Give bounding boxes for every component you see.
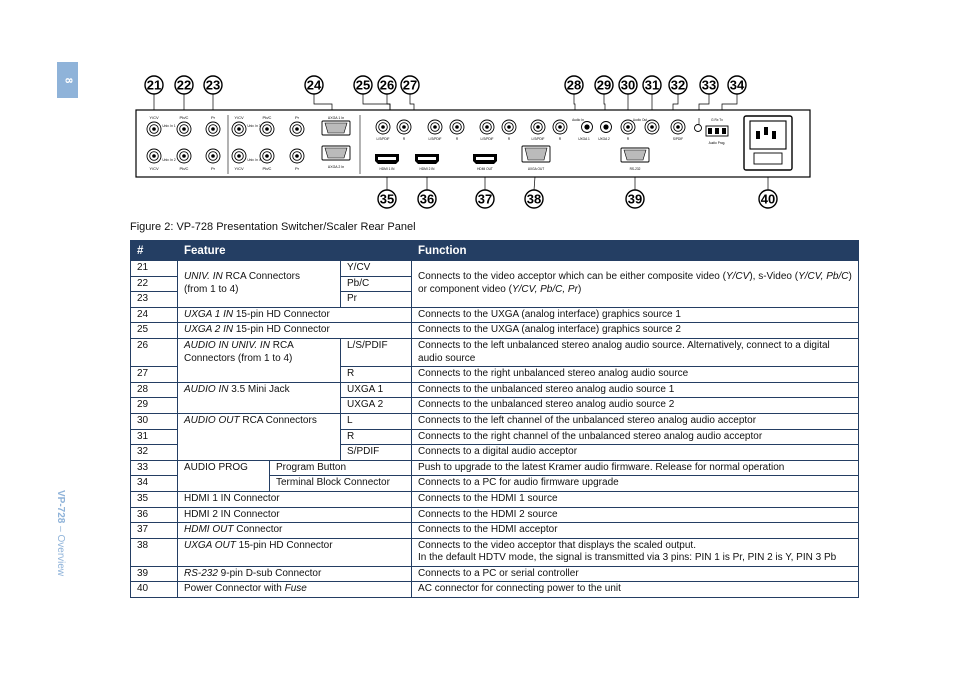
- panel-label: Y/CV: [234, 115, 244, 120]
- callout-number: 23: [205, 77, 221, 93]
- program-button: [695, 125, 702, 132]
- row-number: 40: [131, 582, 178, 598]
- callout-32: [669, 76, 687, 94]
- panel-label: UXGA 1 In: [327, 116, 345, 120]
- feature-cell: HDMI OUT Connector: [178, 523, 412, 539]
- panel-label: S/PDIF: [672, 137, 684, 141]
- panel-label: L/S/PDIF: [428, 137, 442, 141]
- table-row: [131, 382, 859, 398]
- function-cell: Connects to a PC for audio firmware upgrade: [412, 476, 859, 492]
- function-cell: Connects to the left channel of the unbalanced stereo analog audio acceptor: [412, 413, 859, 429]
- dsub-connector: [322, 121, 350, 135]
- row-number: 32: [131, 445, 178, 461]
- row-number: 25: [131, 323, 178, 339]
- header-feature: Feature: [178, 241, 412, 261]
- row-number: 23: [131, 292, 178, 308]
- panel-label: HDMI OUT: [477, 167, 493, 171]
- panel-label: G Rx Tx: [711, 118, 723, 122]
- panel-label: R: [402, 137, 406, 141]
- table-row: [131, 307, 859, 323]
- row-number: 35: [131, 491, 178, 507]
- callout-number: 40: [760, 191, 776, 207]
- sub-feature-cell: UXGA 1: [341, 382, 412, 398]
- rear-panel-diagram: [132, 74, 812, 214]
- function-cell: Connects to the right unbalanced stereo analog audio source: [412, 367, 859, 383]
- rca-connector: [260, 149, 274, 163]
- mini-jack: [601, 122, 612, 133]
- side-product: VP-728: [55, 490, 66, 524]
- panel-label: HDMI 1 IN: [379, 167, 395, 171]
- callout-29: [595, 76, 613, 94]
- panel-label: Pr: [211, 166, 215, 171]
- table-row: [131, 566, 859, 582]
- panel-label: R: [626, 137, 630, 141]
- row-number: 39: [131, 566, 178, 582]
- feature-cell: UXGA 1 IN 15-pin HD Connector: [178, 307, 412, 323]
- sub-feature-cell: Terminal Block Connector: [270, 476, 412, 492]
- row-number: 30: [131, 413, 178, 429]
- sub-feature-cell: Program Button: [270, 460, 412, 476]
- header-function: Function: [412, 241, 859, 261]
- rca-connector: [376, 120, 390, 134]
- callout-number: 34: [729, 77, 745, 93]
- sub-feature-cell: Y/CV: [341, 261, 412, 277]
- rca-connector: [553, 120, 567, 134]
- function-cell: Connects to the HDMI acceptor: [412, 523, 859, 539]
- rca-connector: [177, 149, 191, 163]
- function-cell: Connects to the unbalanced stereo analog audio source 2: [412, 398, 859, 414]
- rca-connector: [232, 149, 246, 163]
- feature-cell: HDMI 1 IN Connector: [178, 491, 412, 507]
- callout-number: 32: [670, 77, 686, 93]
- callout-number: 35: [379, 191, 395, 207]
- panel-label: R: [455, 137, 459, 141]
- dsub-connector: [322, 146, 350, 160]
- function-cell: Connects to the right channel of the unbalanced stereo analog audio acceptor: [412, 429, 859, 445]
- side-running-header: [54, 490, 78, 600]
- panel-label: Y/CV: [149, 115, 159, 120]
- row-number: 29: [131, 398, 178, 414]
- feature-cell: RS-232 9-pin D-sub Connector: [178, 566, 412, 582]
- row-number: 31: [131, 429, 178, 445]
- sub-feature-cell: R: [341, 429, 412, 445]
- panel-label: UXGA 1: [578, 137, 590, 141]
- rca-connector: [502, 120, 516, 134]
- rear-panel-figure: [132, 74, 812, 214]
- table-row: [131, 491, 859, 507]
- panel-label: R: [507, 137, 511, 141]
- callout-27: [401, 76, 419, 94]
- callout-37: [476, 190, 494, 208]
- callout-number: 25: [355, 77, 371, 93]
- sub-feature-cell: S/PDIF: [341, 445, 412, 461]
- callout-number: 29: [596, 77, 612, 93]
- rca-connector: [621, 120, 635, 134]
- table-header-row: [131, 241, 859, 261]
- callout-number: 21: [146, 77, 162, 93]
- table-row: [131, 507, 859, 523]
- row-number: 27: [131, 367, 178, 383]
- row-number: 34: [131, 476, 178, 492]
- figure-caption: Figure 2: VP-728 Presentation Switcher/Scaler Rear Panel: [130, 221, 416, 233]
- rca-connector: [206, 122, 220, 136]
- rca-connector: [232, 122, 246, 136]
- function-cell: AC connector for connecting power to the unit: [412, 582, 859, 598]
- feature-cell: AUDIO PROG: [178, 460, 270, 491]
- feature-cell: AUDIO OUT RCA Connectors: [178, 413, 341, 460]
- panel-label: Pr: [295, 115, 299, 120]
- function-cell: Connects to the UXGA (analog interface) graphics source 2: [412, 323, 859, 339]
- callout-number: 33: [701, 77, 717, 93]
- panel-label: Pr: [295, 166, 299, 171]
- page-number: 8: [62, 77, 73, 83]
- callout-36: [418, 190, 436, 208]
- callout-30: [619, 76, 637, 94]
- callout-24: [305, 76, 323, 94]
- rca-connector: [147, 122, 161, 136]
- row-number: 38: [131, 538, 178, 566]
- feature-cell: UXGA OUT 15-pin HD Connector: [178, 538, 412, 566]
- callout-26: [378, 76, 396, 94]
- sub-feature-cell: UXGA 2: [341, 398, 412, 414]
- rca-connector: [260, 122, 274, 136]
- panel-label: UXGA 2 In: [327, 165, 345, 169]
- panel-label: L/S/PDIF: [531, 137, 545, 141]
- rca-connector: [397, 120, 411, 134]
- rca-connector: [177, 122, 191, 136]
- function-cell: Connects to the UXGA (analog interface) graphics source 1: [412, 307, 859, 323]
- panel-label: L/S/PDIF: [480, 137, 494, 141]
- panel-label: R: [558, 137, 562, 141]
- panel-label: UXGA 2: [598, 137, 610, 141]
- sub-feature-cell: Pb/C: [341, 276, 412, 292]
- sub-feature-cell: L: [341, 413, 412, 429]
- page-number-tab: [57, 62, 78, 98]
- terminal-pin: [722, 128, 726, 134]
- function-cell: Connects to the HDMI 1 source: [412, 491, 859, 507]
- callout-number: 37: [477, 191, 493, 207]
- mini-jack: [582, 122, 593, 133]
- function-cell: Push to upgrade to the latest Kramer audio firmware. Release for normal operation: [412, 460, 859, 476]
- function-cell: Connects to the unbalanced stereo analog audio source 1: [412, 382, 859, 398]
- table-row: [131, 323, 859, 339]
- row-number: 33: [131, 460, 178, 476]
- panel-label: Univ. In 1: [162, 124, 176, 128]
- row-number: 21: [131, 261, 178, 277]
- table-row: [131, 261, 859, 277]
- panel-label: Univ. In 2: [162, 158, 176, 162]
- callout-number: 27: [402, 77, 418, 93]
- callout-31: [643, 76, 661, 94]
- panel-label: Pb/C: [179, 115, 189, 120]
- feature-cell: HDMI 2 IN Connector: [178, 507, 412, 523]
- sub-feature-cell: R: [341, 367, 412, 383]
- panel-label: Audio In: [572, 118, 584, 122]
- table-row: [131, 523, 859, 539]
- panel-label: L/S/PDIF: [376, 137, 390, 141]
- callout-28: [565, 76, 583, 94]
- side-section: – Overview: [55, 523, 66, 577]
- function-cell: Connects to the video acceptor that displays the scaled output. In the default HDTV mode, the signal is transmitted via 3 pins: PIN 1 is Pr, PIN 2 is Y, PIN 3 Pb: [412, 538, 859, 566]
- panel-label: Y/CV: [149, 166, 159, 171]
- table-row: [131, 538, 859, 566]
- rca-connector: [290, 122, 304, 136]
- panel-label: Pr: [211, 115, 215, 120]
- function-cell: Connects to the HDMI 2 source: [412, 507, 859, 523]
- callout-39: [626, 190, 644, 208]
- callout-number: 36: [419, 191, 435, 207]
- hdmi-connector: [415, 154, 439, 164]
- callout-34: [728, 76, 746, 94]
- function-cell: Connects to the video acceptor which can be either composite video (Y/CV), s-Video (Y/CV, Pb/C) or component video (Y/CV, Pb/C, Pr): [412, 261, 859, 308]
- rca-connector: [206, 149, 220, 163]
- callout-40: [759, 190, 777, 208]
- terminal-pin: [715, 128, 719, 134]
- callout-35: [378, 190, 396, 208]
- table-row: [131, 460, 859, 476]
- feature-cell: Power Connector with Fuse: [178, 582, 412, 598]
- panel-label: Pb/C: [262, 166, 272, 171]
- row-number: 28: [131, 382, 178, 398]
- rca-connector: [480, 120, 494, 134]
- callout-25: [354, 76, 372, 94]
- feature-cell: UXGA 2 IN 15-pin HD Connector: [178, 323, 412, 339]
- function-cell: Connects to a digital audio acceptor: [412, 445, 859, 461]
- panel-label: Univ. In 3: [247, 124, 261, 128]
- callout-number: 28: [566, 77, 582, 93]
- row-number: 24: [131, 307, 178, 323]
- rca-connector: [450, 120, 464, 134]
- row-number: 36: [131, 507, 178, 523]
- callout-21: [145, 76, 163, 94]
- row-number: 22: [131, 276, 178, 292]
- function-cell: Connects to a PC or serial controller: [412, 566, 859, 582]
- feature-cell: AUDIO IN UNIV. IN RCA Connectors (from 1 to 4): [178, 338, 341, 382]
- function-cell: Connects to the left unbalanced stereo analog audio source. Alternatively, connect to a digital audio source: [412, 338, 859, 366]
- dsub-connector: [522, 146, 550, 162]
- callout-number: 38: [526, 191, 542, 207]
- rca-connector: [645, 120, 659, 134]
- row-number: 26: [131, 338, 178, 366]
- sub-feature-cell: L/S/PDIF: [341, 338, 412, 366]
- panel-label: Audio Out: [632, 118, 648, 122]
- rca-connector: [147, 149, 161, 163]
- hdmi-connector: [473, 154, 497, 164]
- callout-number: 30: [620, 77, 636, 93]
- panel-label: UXGA OUT: [527, 167, 545, 171]
- hdmi-connector: [375, 154, 399, 164]
- feature-cell: AUDIO IN 3.5 Mini Jack: [178, 382, 341, 413]
- feature-table: [130, 240, 859, 598]
- panel-label: Pb/C: [262, 115, 272, 120]
- dsub-connector: [621, 148, 649, 162]
- callout-22: [175, 76, 193, 94]
- panel-label: Univ. In 4: [247, 158, 261, 162]
- power-inlet: [744, 116, 792, 170]
- sub-feature-cell: Pr: [341, 292, 412, 308]
- callout-23: [204, 76, 222, 94]
- rca-connector: [290, 149, 304, 163]
- panel-label: Pb/C: [179, 166, 189, 171]
- callout-33: [700, 76, 718, 94]
- callout-number: 26: [379, 77, 395, 93]
- rca-connector: [428, 120, 442, 134]
- table-row: [131, 338, 859, 366]
- header-num: #: [131, 241, 178, 261]
- callout-number: 31: [644, 77, 660, 93]
- panel-label: HDMI 2 IN: [419, 167, 435, 171]
- panel-label: Audio Prog.: [708, 141, 726, 145]
- table-row: [131, 413, 859, 429]
- callout-38: [525, 190, 543, 208]
- callout-number: 39: [627, 191, 643, 207]
- terminal-pin: [708, 128, 712, 134]
- callout-number: 24: [306, 77, 322, 93]
- feature-cell: UNIV. IN RCA Connectors (from 1 to 4): [178, 261, 341, 308]
- callout-number: 22: [176, 77, 192, 93]
- panel-label: Y/CV: [234, 166, 244, 171]
- row-number: 37: [131, 523, 178, 539]
- rca-connector: [671, 120, 685, 134]
- panel-label: RS-232: [629, 167, 641, 171]
- rca-connector: [531, 120, 545, 134]
- table-row: [131, 582, 859, 598]
